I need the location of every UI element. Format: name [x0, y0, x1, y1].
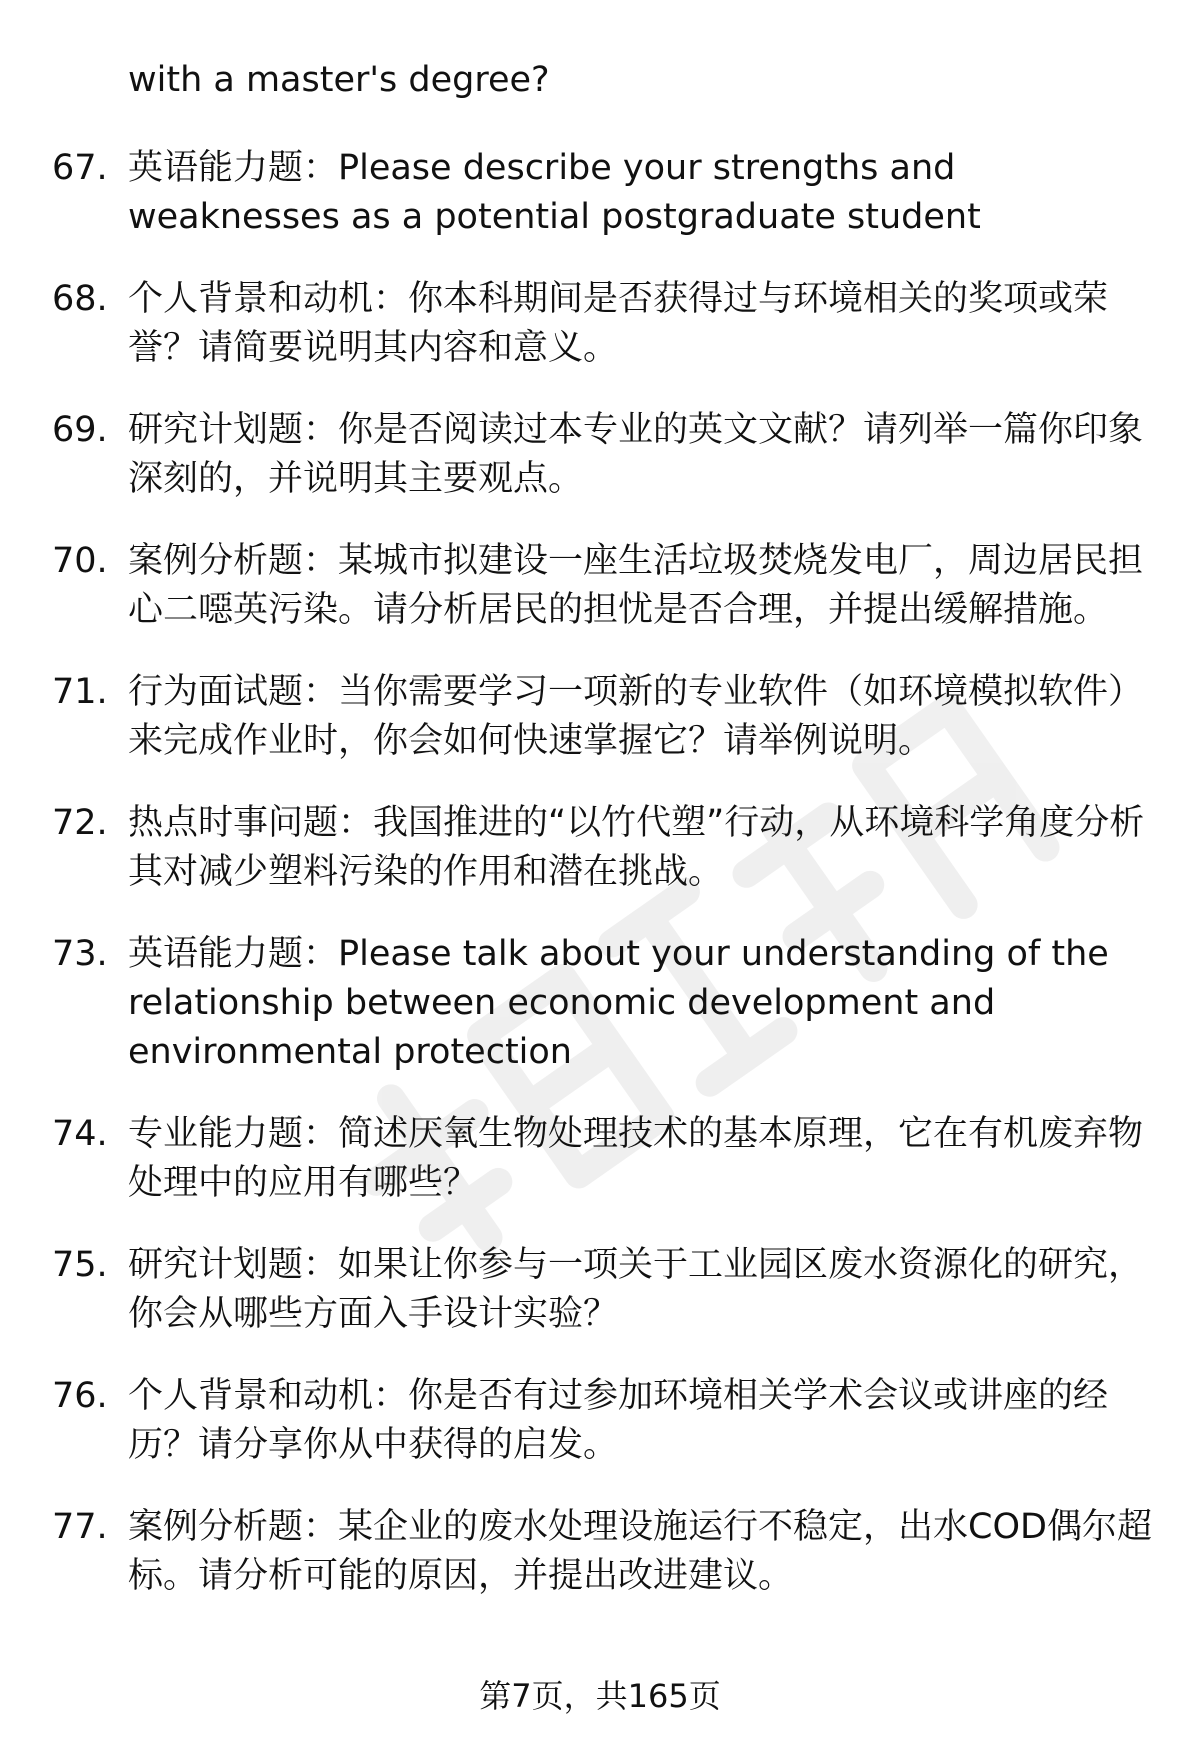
- question-item-67: [0, 144, 1200, 242]
- question-number: 73.: [52, 934, 108, 974]
- question-item-77: [0, 1503, 1200, 1601]
- question-text: 英语能力题：Please talk about your understanding of the relationship between economic development and environmental protection: [128, 934, 1109, 1072]
- question-number: 77.: [52, 1507, 108, 1547]
- question-text: 热点时事问题：我国推进的“以竹代塑”行动，从环境科学角度分析其对减少塑料污染的作用和潜在挑战。: [128, 803, 1145, 892]
- question-text: 案例分析题：某企业的废水处理设施运行不稳定，出水COD偶尔超标。请分析可能的原因，并提出改进建议。: [128, 1507, 1152, 1596]
- question-item-75: [0, 1241, 1200, 1339]
- question-item-70: [0, 537, 1200, 635]
- question-item-74: [0, 1110, 1200, 1208]
- question-number: 69.: [52, 410, 108, 450]
- question-item-76: [0, 1372, 1200, 1470]
- question-text: 专业能力题：简述厌氧生物处理技术的基本原理，它在有机废弃物处理中的应用有哪些？: [128, 1114, 1144, 1203]
- question-text: 研究计划题：你是否阅读过本专业的英文文献？请列举一篇你印象深刻的，并说明其主要观点。: [128, 410, 1144, 499]
- question-text: 案例分析题：某城市拟建设一座生活垃圾焚烧发电厂，周边居民担心二噁英污染。请分析居民的担忧是否合理，并提出缓解措施。: [128, 541, 1144, 630]
- question-item-73: [0, 930, 1200, 1077]
- question-number: 75.: [52, 1245, 108, 1285]
- question-item-68: [0, 275, 1200, 373]
- page-number-footer: 第7页，共165页: [479, 1677, 721, 1715]
- question-text: 英语能力题：Please describe your strengths and weaknesses as a potential postgraduate student: [128, 148, 981, 237]
- continued-question-text: with a master's degree?: [128, 60, 550, 100]
- question-number: 74.: [52, 1114, 108, 1154]
- question-item-71: [0, 668, 1200, 766]
- question-item-72: [0, 799, 1200, 897]
- question-number: 68.: [52, 279, 108, 319]
- question-number: 67.: [52, 148, 108, 188]
- question-number: 71.: [52, 672, 108, 712]
- question-text: 个人背景和动机：你本科期间是否获得过与环境相关的奖项或荣誉？请简要说明其内容和意义。: [128, 279, 1109, 368]
- question-text: 个人背景和动机：你是否有过参加环境相关学术会议或讲座的经历？请分享你从中获得的启发。: [128, 1376, 1109, 1465]
- question-item-69: [0, 406, 1200, 504]
- question-number: 76.: [52, 1376, 108, 1416]
- question-text: 行为面试题：当你需要学习一项新的专业软件（如环境模拟软件）来完成作业时，你会如何快速掌握它？请举例说明。: [128, 672, 1144, 761]
- question-list: [0, 56, 1200, 1634]
- question-number: 70.: [52, 541, 108, 581]
- question-number: 72.: [52, 803, 108, 843]
- question-text: 研究计划题：如果让你参与一项关于工业园区废水资源化的研究，你会从哪些方面入手设计实验？: [128, 1245, 1144, 1334]
